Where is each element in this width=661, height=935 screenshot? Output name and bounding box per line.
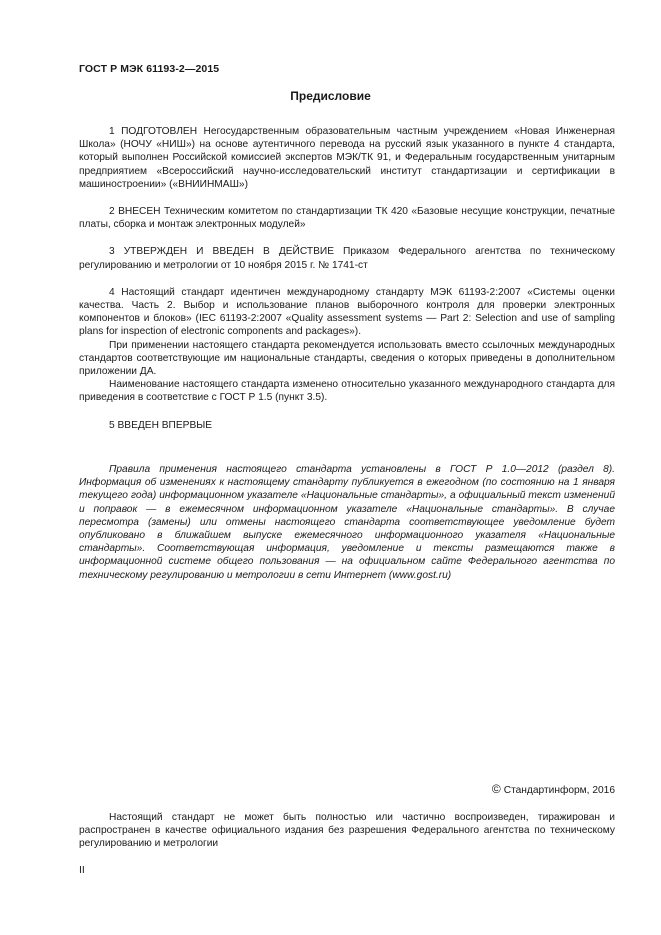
preface-body: [79, 125, 615, 432]
preface-item-4-note-references: При применении настоящего стандарта рекомендуется использовать вместо ссылочных международных стандартов соответствующие им национальные стандарты, сведения о которых приведены в дополнительном приложении ДА.: [79, 339, 615, 378]
page-number: II: [79, 864, 85, 876]
copyright-line: [492, 782, 615, 796]
preface-title: Предисловие: [290, 89, 371, 103]
preface-item-1: 1 ПОДГОТОВЛЕН Негосударственным образовательным частным учреждением «Новая Инженерная Школа» (НОЧУ «НИШ») на основе аутентичного перевода на русский язык указанного в пункте 4 стандарта, который выполнен Российской комиссией экспертов МЭК/ТК 91, и Федеральным государственным унитарным предприятием «Всероссийский научно-исследовательский институт стандартизации и сертификации в машиностроении» («ВНИИНМАШ»): [79, 126, 615, 190]
reproduction-disclaimer: Настоящий стандарт не может быть полностью или частично воспроизведен, тиражирован и распространен в качестве официального издания без разрешения Федерального агентства по техническому регулированию и метрологии: [79, 812, 615, 850]
copyright-icon: ©: [491, 782, 501, 796]
preface-item-3: 3 УТВЕРЖДЕН И ВВЕДЕН В ДЕЙСТВИЕ Приказом Федерального агентства по техническому регулированию и метрологии от 10 ноября 2015 г. № 1741-ст: [79, 246, 615, 271]
standard-code-header: ГОСТ Р МЭК 61193-2—2015: [79, 63, 220, 75]
copyright-text: Стандартинформ, 2016: [503, 785, 615, 796]
preface-item-4-note-title: Наименование настоящего стандарта изменено относительно указанного международного стандарта для приведения в соответствие с ГОСТ Р 1.5 (пункт 3.5).: [79, 379, 615, 404]
preface-item-4: 4 Настоящий стандарт идентичен международному стандарту МЭК 61193-2:2007 «Системы оценки качества. Часть 2. Выбор и использование планов выборочного контроля для проверки электронных компонентов и блоков» (IEC 61193-2:2007 «Quality assessment systems — Part 2: Selection and use of sampling plans for inspection of electronic components and packages»).: [79, 286, 615, 338]
application-rules-note: Правила применения настоящего стандарта установлены в ГОСТ Р 1.0—2012 (раздел 8). Информация об изменениях к настоящему стандарту публикуется в ежегодном (по состоянию на 1 января текущего года) информационном указателе «Национальные стандарты», а официальный текст изменений и поправок — в ежемесячном информационном указателе «Национальные стандарты». В случае пересмотра (замены) или отмены настоящего стандарта соответствующее уведомление будет опубликовано в ближайшем выпуске ежемесячного информационного указателя «Национальные стандарты». Соответствующая информация, уведомление и тексты размещаются также в информационной системе общего пользования — на официальном сайте Федерального агентства по техническому регулированию и метрологии в сети Интернет (www.gost.ru): [79, 464, 615, 581]
preface-item-5: 5 ВВЕДЕН ВПЕРВЫЕ: [109, 419, 213, 431]
preface-item-2: 2 ВНЕСЕН Техническим комитетом по стандартизации ТК 420 «Базовые несущие конструкции, печатные платы, сборка и монтаж электронных модулей»: [79, 206, 615, 231]
